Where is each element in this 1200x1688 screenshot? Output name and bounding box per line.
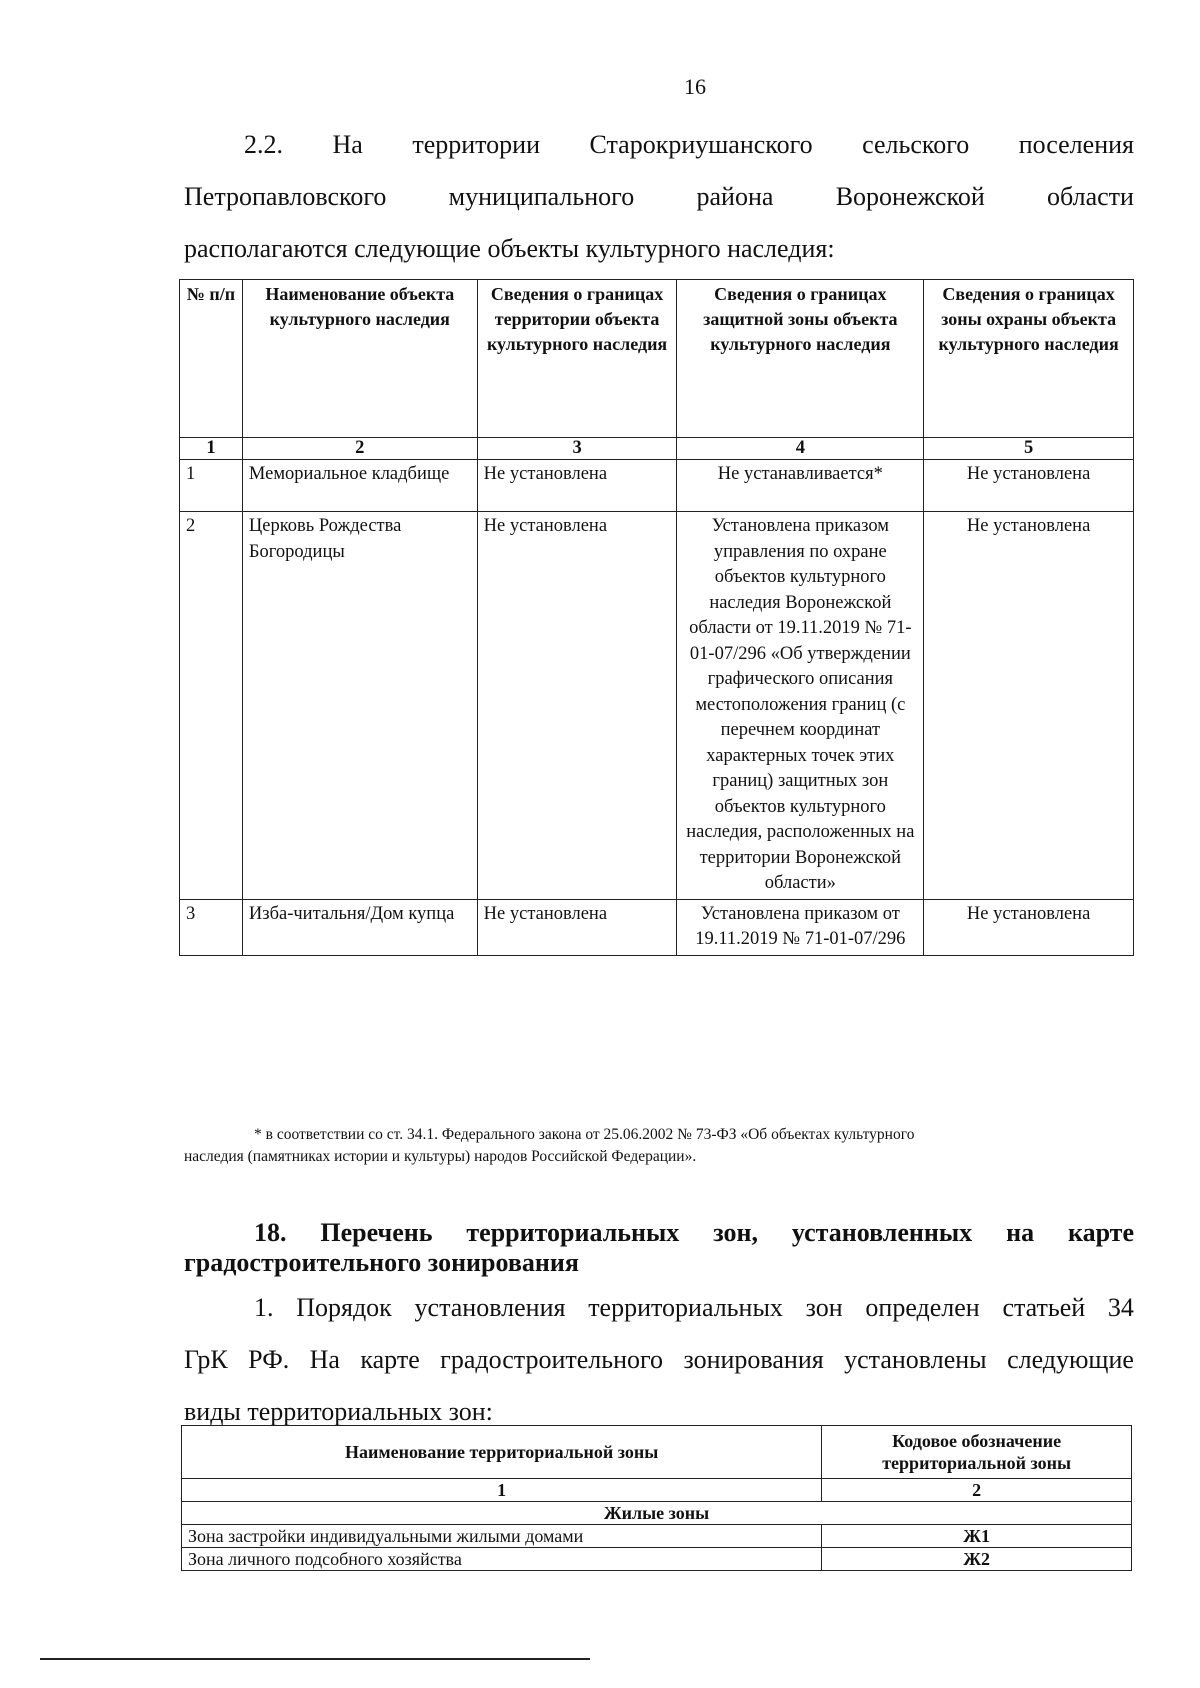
zone-group-label: Жилые зоны (182, 1502, 1132, 1525)
territory-info: Не установлена (477, 512, 677, 900)
intro-word: территории (412, 130, 540, 159)
section18-word: статьей (1002, 1293, 1086, 1322)
page-number: 16 (684, 74, 706, 99)
column-number-row (180, 438, 1134, 460)
section18-word: следующие (1007, 1345, 1134, 1374)
protection-zone-info: Не установлена (924, 899, 1134, 955)
zone-name: Зона застройки индивидуальными жилыми домами (182, 1525, 822, 1548)
column-number-row (182, 1479, 1132, 1502)
column-number: 1 (182, 1479, 822, 1502)
intro-line-1 (184, 130, 1134, 182)
protective-zone-info: Установлена приказом от 19.11.2019 № 71-01-07/296 (677, 899, 924, 955)
col-header-name: Наименование объекта культурного наследия (242, 280, 477, 438)
column-number: 4 (677, 438, 924, 460)
column-number: 2 (242, 438, 477, 460)
footnote-line-1: * в соответствии со ст. 34.1. Федерального закона от 25.06.2002 № 73-ФЗ «Об объектах культурного (254, 1126, 915, 1143)
intro-word: сельского (862, 130, 970, 159)
intro-word: 2.2. (244, 130, 283, 159)
object-name: Мемориальное кладбище (242, 460, 477, 512)
section18-word: На (309, 1345, 340, 1374)
column-number: 3 (477, 438, 677, 460)
column-number: 5 (924, 438, 1134, 460)
section18-word: РФ. (248, 1345, 290, 1374)
table-header-row (182, 1426, 1132, 1479)
intro-word: района (696, 182, 774, 211)
table-row (180, 899, 1134, 955)
section18-word: территориальных (588, 1293, 783, 1322)
section18-word: зонирования (683, 1345, 824, 1374)
table-row (182, 1525, 1132, 1548)
zone-code: Ж2 (822, 1548, 1132, 1571)
section18-word: градостроительного (440, 1345, 664, 1374)
section18-paragraph (184, 1293, 1134, 1427)
intro-word: Воронежской (835, 182, 985, 211)
intro-word: муниципального (448, 182, 635, 211)
col-header-territory: Сведения о границах территории объекта культурного наследия (477, 280, 677, 438)
table-row (182, 1548, 1132, 1571)
column-number: 2 (822, 1479, 1132, 1502)
section18-line-3: виды территориальных зон: (184, 1397, 493, 1426)
column-number: 1 (180, 438, 243, 460)
row-number: 2 (180, 512, 243, 900)
table-row (180, 460, 1134, 512)
section18-word: 1. (254, 1293, 274, 1322)
protective-zone-info: Установлена приказом управления по охране объектов культурного наследия Воронежской области от 19.11.2019 № 71-01-07/296 «Об утверждении графического описания местоположения границ (с перечнем координат характерных точек этих границ) защитных зон объектов культурного наследия, расположенных на территории Воронежской области» (677, 512, 924, 900)
col-header-number: № п/п (180, 280, 243, 438)
page-bottom-rule (40, 1658, 590, 1660)
protective-zone-info: Не устанавливается* (677, 460, 924, 512)
object-name: Изба-читальня/Дом купца (242, 899, 477, 955)
section-heading: 18. Перечень территориальных зон, установленных на карте градостроительного зонирования (184, 1218, 1134, 1277)
territory-info: Не установлена (477, 899, 677, 955)
table-header-row (180, 280, 1134, 438)
section18-word: определен (865, 1293, 980, 1322)
group-row (182, 1502, 1132, 1525)
section18-word: Порядок (296, 1293, 392, 1322)
zone-code: Ж1 (822, 1525, 1132, 1548)
protection-zone-info: Не установлена (924, 460, 1134, 512)
protection-zone-info: Не установлена (924, 512, 1134, 900)
table-row (180, 512, 1134, 900)
col-header-protective-zone: Сведения о границах защитной зоны объекта культурного наследия (677, 280, 924, 438)
section18-word: установления (414, 1293, 566, 1322)
col-header-zone-name: Наименование территориальной зоны (182, 1426, 822, 1479)
intro-word: На (332, 130, 363, 159)
footnote (184, 1124, 1134, 1168)
intro-line-2 (184, 182, 1134, 234)
territory-info: Не установлена (477, 460, 677, 512)
section18-word: зон (805, 1293, 843, 1322)
intro-line-3: располагаются следующие объекты культурного наследия: (184, 234, 835, 263)
heritage-objects-table (179, 279, 1134, 956)
section18-word: ГрК (184, 1345, 228, 1374)
section18-line-2 (184, 1345, 1134, 1397)
zone-name: Зона личного подсобного хозяйства (182, 1548, 822, 1571)
footnote-line-2: наследия (памятниках истории и культуры) народов Российской Федерации». (184, 1148, 697, 1165)
section18-word: 34 (1107, 1293, 1134, 1322)
section18-word: установлены (844, 1345, 987, 1374)
intro-word: Петропавловского (184, 182, 387, 211)
territorial-zones-table (181, 1425, 1132, 1571)
intro-word: поселения (1018, 130, 1134, 159)
intro-word: области (1047, 182, 1134, 211)
object-name: Церковь Рождества Богородицы (242, 512, 477, 900)
section18-line-1 (184, 1293, 1134, 1345)
row-number: 3 (180, 899, 243, 955)
intro-paragraph (184, 130, 1134, 274)
row-number: 1 (180, 460, 243, 512)
col-header-zone-code: Кодовое обозначение территориальной зоны (822, 1426, 1132, 1479)
col-header-protection-zone: Сведения о границах зоны охраны объекта культурного наследия (924, 280, 1134, 438)
section18-word: карте (360, 1345, 420, 1374)
intro-word: Старокриушанского (589, 130, 813, 159)
